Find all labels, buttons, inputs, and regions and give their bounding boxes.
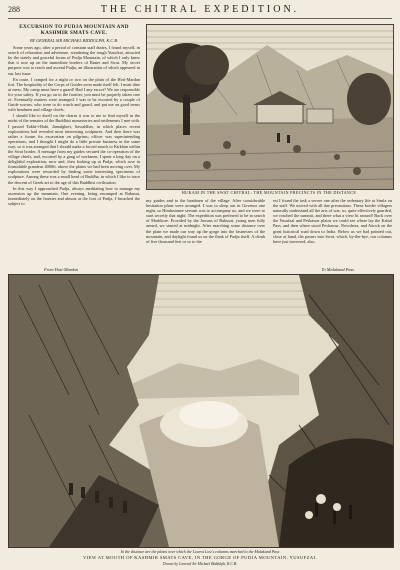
page-number: 288 — [8, 5, 20, 14]
direction-label-left: From Hoti-Mardan — [44, 267, 78, 272]
article-paragraph: I should like to dwell on the charm it was to me to find myself in the midst of the remains of the Buddhist monasteries and settlements I met with. I passed Takht-i-Bahi, Jamalgheri, Sawaldher, in which places recent explorations had revealed most interesting sculptures. And then there was rather a forum for excavation on pilgrims; officer was superintending operations, and I thought I might do a little private business in the same way; so it was arranged that I should make a forced march to Kirkhan within the Swat border. A message from my guides secured the co-operation of the village chiefs, and, escorted by a gang of workmen, I spent a long day on a delightful exploration, now and, then looking up at Pudja, which rose in formidable grandeur 4000ft. above the plains we had been moving over. My explorations were rewarded by finding some interesting specimens of sculpture. Among these was a small head of Buddha, in which I like to trace the descent of Greek art to the age of this Buddhist civilisation. — [8, 113, 140, 185]
column-paragraph: est I found the task a severe one after the sedentary life at Simla on the staff. We moved with all due precautions. These border villagers naturally understand all the arts of war, so, quite effectively guarded, we reached the summit, and there what a view lit around! Back over the Yusufzai and Peshawar plains we could see where lay the Kabul Pass, and then where stood Peshawur, Nowshera, and Attock on the great historical road down to India. Below us we had pointed out, close at hand, the passes into Swat, which, by-the-bye, our columns have just traversed; also, — [273, 198, 392, 244]
column-paragraph: my guides and to the headmen of the village. After considerable hesitation plans were arranged. I was to sleep out in Govenor one night, so Hindustanee servant was to accompany us, and we were to start secretly that night. The expedition was preferred to be in search of Markhore. Provided by the Jawans of Bahusai, young men fully armed, we started at midnight. After marching some distance over the plain we made our way up the gorge into the fastnesses of the mountain, and daylight found us on the flank of Pudja itself. A climb of five thousand feet or so to the — [146, 198, 265, 244]
text-column-left — [146, 198, 265, 264]
article-paragraph: Some years ago, after a period of constant staff duties, I found myself, in search of relaxation and adventure, wandering the rough Yusufzai, attracted by the stately and graceful forms of Pudja Mountain, of which I only knew that it rose up on the immediate borders of Buner and Swat. My secret purpose was to reach and ascend Pudja, an illustration of which appeared in our last issue. — [8, 45, 140, 76]
continuation-text — [146, 198, 392, 264]
engraving-gorge — [8, 274, 394, 548]
engraving-village-caption: HUKAM IN THE SWAT CHITRAL: THE MOUNTAIN PRECINCTS IN THE DISTANCE — [181, 190, 357, 195]
engraving-gorge-credit: Drawn by General Sir Michael Biddulph, K.C.B. — [162, 562, 238, 566]
article-paragraph: En route, I camped for a night or two on the plain of the Hoti-Mardan fort. The hospitality of the Corps of Guides soon made itself felt. I must dine at mess. My camp must have a guard! Had I any escort? We are responsible for your safety. If you go on to the frontier, you must be properly taken care of. Eventually matters were arranged. I was to be escorted by a couple of Guide sowars, who were to do watch and guard, and put me on good terms with headmen and village chiefs. — [8, 76, 140, 113]
header-rule — [8, 18, 392, 19]
article-byline: BY GENERAL SIR MICHAEL BIDDULPH, K.C.B. — [29, 38, 119, 43]
direction-label-right: To Malakand Pass — [321, 267, 354, 272]
text-column-right — [273, 198, 392, 264]
article-paragraph: In this way I approached Pudja, always meditating how to manage my ascension up the mountain. One evening, being encamped at Rabusai, immediately on the frontier and almost at the foot of Pudja, I broached the subject to — [8, 185, 140, 206]
engraving-gorge-caption: VIEW AT MOUTH OF KASHMIR SMATS CAVE, IN THE GORGE OF PUDJA MOUNTAIN, YUSUFZAI. — [83, 555, 317, 560]
engraving-gorge-note: In the distance are the plains over which the Lowest Low's columns marched to the Malakand Pass — [120, 549, 280, 554]
engraving-village — [146, 24, 394, 190]
article-title: EXCURSION TO PUDJA MOUNTAIN AND KASHMIR SMATS CAVE. — [19, 24, 129, 36]
article-column — [8, 24, 140, 262]
page-header — [8, 4, 392, 18]
running-title: THE CHITRAL EXPEDITION. — [100, 4, 300, 15]
